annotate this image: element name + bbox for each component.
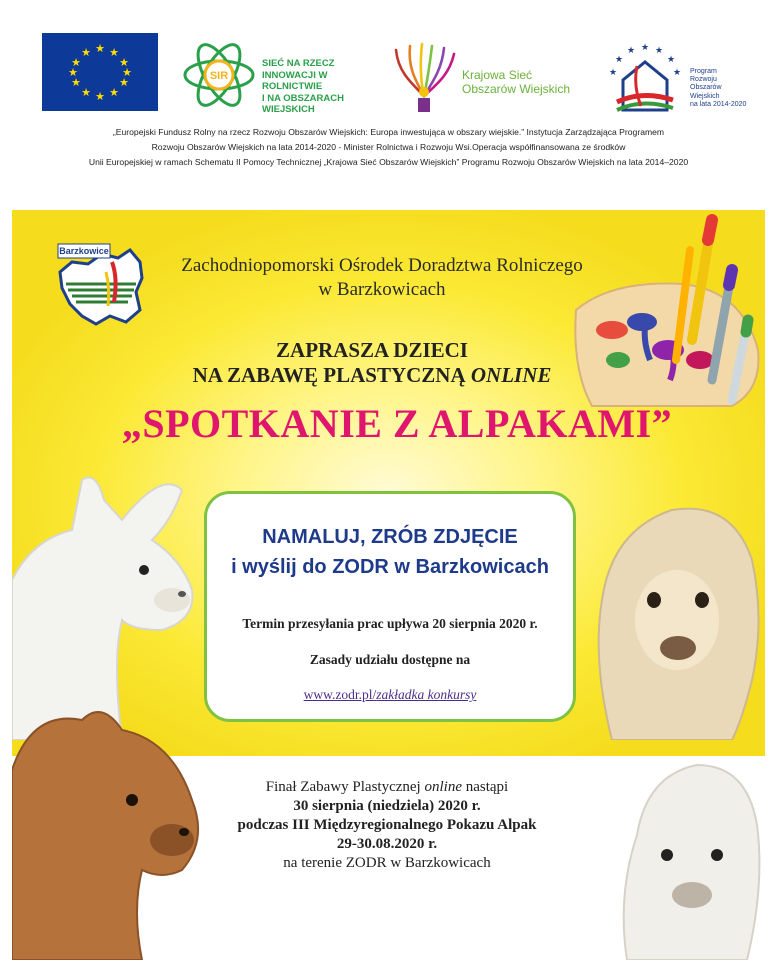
zodr-logo-label: Barzkowice [59, 246, 109, 256]
svg-text:★: ★ [119, 76, 129, 89]
disclaimer-line: Unii Europejskiej w ramach Schematu II Pomocy Technicznej „Krajowa Sieć Obszarów Wiejskich” Programu Rozwoju Obszarów Wiejskich na lata 2014–2020 [88, 157, 689, 167]
sir-text-line: SIEĆ NA RZECZ [262, 58, 335, 69]
svg-text:★: ★ [81, 86, 91, 99]
final-line-1-a: Finał Zabawy Plastycznej [265, 779, 425, 795]
final-show-dates: 29-30.08.2020 r. [336, 836, 438, 852]
event-poster [12, 210, 765, 960]
svg-text:★: ★ [666, 55, 676, 65]
svg-text:★: ★ [71, 56, 81, 69]
eu-flag-logo [42, 33, 158, 111]
prow-text-line: Program [690, 68, 717, 75]
card-heading-line-2: i wyślij do ZODR w Barzkowicach [231, 556, 549, 578]
sir-text [262, 58, 382, 116]
final-location: na terenie ZODR w Barzkowicach [283, 855, 491, 871]
final-line-1 [182, 778, 592, 797]
svg-text:★: ★ [614, 55, 624, 65]
invitation-text [102, 338, 642, 388]
svg-text:★: ★ [672, 68, 682, 78]
contest-link-italic: zakładka konkursy [376, 687, 477, 702]
svg-text:★: ★ [119, 56, 129, 69]
svg-text:★: ★ [109, 46, 119, 59]
contest-link-main: www.zodr.pl/ [303, 687, 377, 702]
sir-text-line: INNOWACJI W ROLNICTWIE [262, 69, 328, 92]
rules-availability: Zasady udziału dostępne na [309, 652, 471, 667]
final-online-italic: online [424, 779, 462, 795]
prow-text-line: Wiejskich [690, 92, 720, 100]
beige-alpaca-image [582, 500, 765, 740]
svg-text:★: ★ [608, 68, 618, 78]
ksow-logo [388, 40, 460, 116]
sir-logo [178, 38, 260, 112]
ksow-text [462, 68, 592, 96]
ksow-text-line: Krajowa Sieć [462, 68, 533, 82]
svg-text:★: ★ [71, 76, 81, 89]
svg-text:★: ★ [109, 86, 119, 99]
organization-name-line: w Barzkowicach [318, 279, 446, 300]
eu-stars-icon [42, 33, 158, 111]
invitation-online-italic: ONLINE [470, 363, 552, 387]
svg-text:★: ★ [654, 46, 664, 56]
invitation-line-1: ZAPRASZA DZIECI [276, 338, 468, 362]
contest-rules-link[interactable] [304, 687, 477, 702]
invitation-line-2 [102, 363, 642, 388]
disclaimer-line: „Europejski Fundusz Rolny na rzecz Rozwoju Obszarów Wiejskich: Europa inwestująca w obszary wiejskie.” Instytucja Zarządzająca Programem [112, 127, 665, 137]
final-event-info [182, 778, 592, 873]
svg-text:★: ★ [122, 66, 132, 79]
svg-text:★: ★ [95, 90, 105, 103]
disclaimer-line: Rozwoju Obszarów Wiejskich na lata 2014-2020 - Minister Rolnictwa i Rozwoju Wsi.Operacja współfinansowana ze środków [151, 142, 626, 152]
svg-text:★: ★ [95, 42, 105, 55]
prow-text-line: na lata 2014-2020 [690, 100, 747, 108]
prow-text [690, 68, 770, 109]
svg-text:★: ★ [81, 46, 91, 59]
white-alpaca-image [617, 755, 765, 960]
organization-name-line: Zachodniopomorski Ośrodek Doradztwa Rolniczego [181, 255, 583, 276]
event-title: „SPOTKANIE Z ALPAKAMI” [121, 401, 673, 446]
instructions-card [204, 491, 576, 722]
svg-text:★: ★ [626, 46, 636, 56]
svg-text:★: ★ [640, 43, 650, 53]
final-date: 30 sierpnia (niedziela) 2020 r. [293, 798, 481, 814]
ksow-text-line: Obszarów Wiejskich [462, 82, 571, 96]
prow-text-line: Rozwoju [690, 76, 717, 84]
organization-name [122, 254, 642, 302]
white-llama-image [12, 460, 202, 740]
sir-logo-label: SIR [209, 70, 229, 82]
card-heading-line-1: NAMALUJ, ZRÓB ZDJĘCIE [262, 526, 518, 548]
submission-deadline: Termin przesyłania prac upływa 20 sierpnia 2020 r. [242, 616, 538, 631]
prow-text-line: Obszarów [690, 84, 722, 92]
svg-text:★: ★ [68, 66, 78, 79]
invitation-line-2-text: NA ZABAWĘ PLASTYCZNĄ [192, 363, 471, 387]
final-line-1-b: nastąpi [461, 779, 509, 795]
disclaimer-text [40, 125, 737, 170]
contest-link-row [207, 687, 573, 703]
prow-logo [603, 40, 687, 118]
sir-text-line: I NA OBSZARACH WIEJSKICH [262, 92, 344, 115]
final-show-name: podczas III Międzyregionalnego Pokazu Alpak [237, 817, 537, 833]
card-heading [207, 522, 573, 582]
